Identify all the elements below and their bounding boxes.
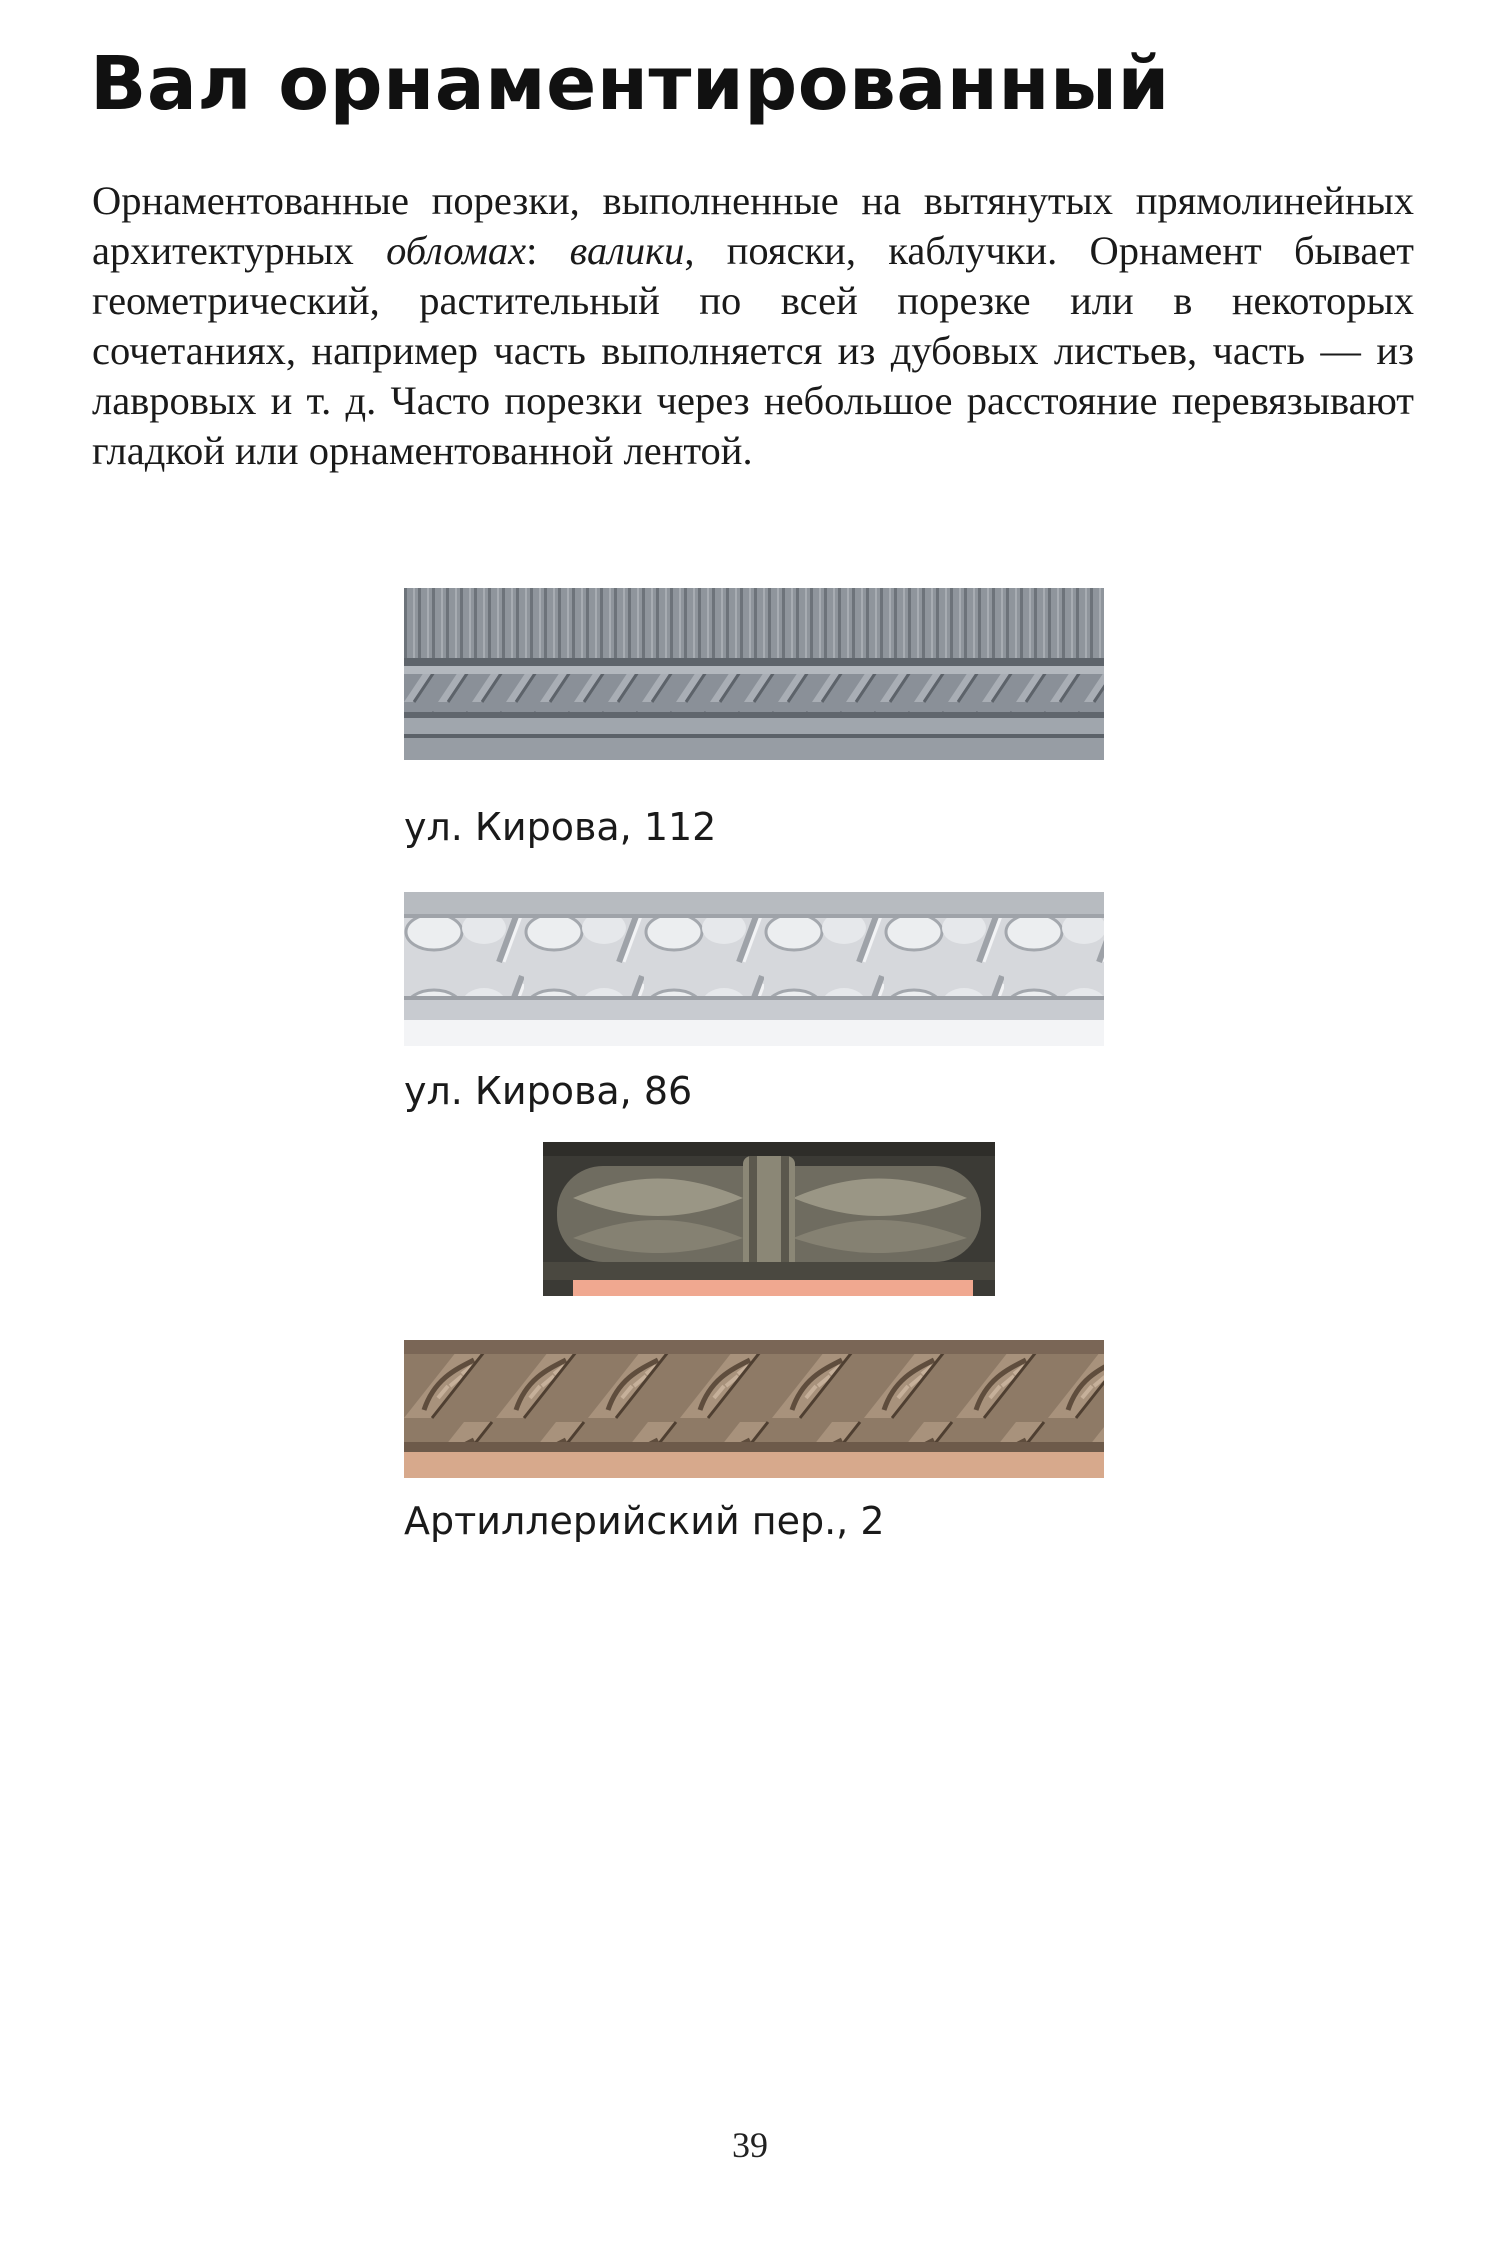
body-text-part: Орнаментованные порезки, выполненные на вытянутых прямолинейных архитектурных (92, 178, 1414, 273)
page-number: 39 (732, 2125, 768, 2165)
body-paragraph (92, 176, 1414, 476)
body-text-part: , пояски, каблучки. Орнамент бывает геометрический, растительный по всей порезке или в некоторых сочетаниях, например часть выполняется из дубовых листьев, часть — из лавровых и т. д. Часто порезки через небольшое расстояние перевязывают гладкой или орнаментованной лентой. (92, 228, 1414, 473)
photo-caption-4: Артиллерийский пер., 2 (404, 1499, 885, 1543)
term-oblomy: обломах (386, 228, 527, 273)
moulding-photo-4 (404, 1340, 1104, 1478)
body-text-part: : (526, 228, 570, 273)
photo-caption-2: ул. Кирова, 86 (404, 1069, 693, 1113)
page-title: Вал орнаментированный (90, 41, 1170, 127)
photo-caption-1: ул. Кирова, 112 (404, 805, 717, 849)
moulding-photo-3 (543, 1142, 995, 1296)
moulding-photo-1 (404, 588, 1104, 760)
moulding-photo-2 (404, 892, 1104, 1046)
term-valiki: валики (569, 228, 685, 273)
